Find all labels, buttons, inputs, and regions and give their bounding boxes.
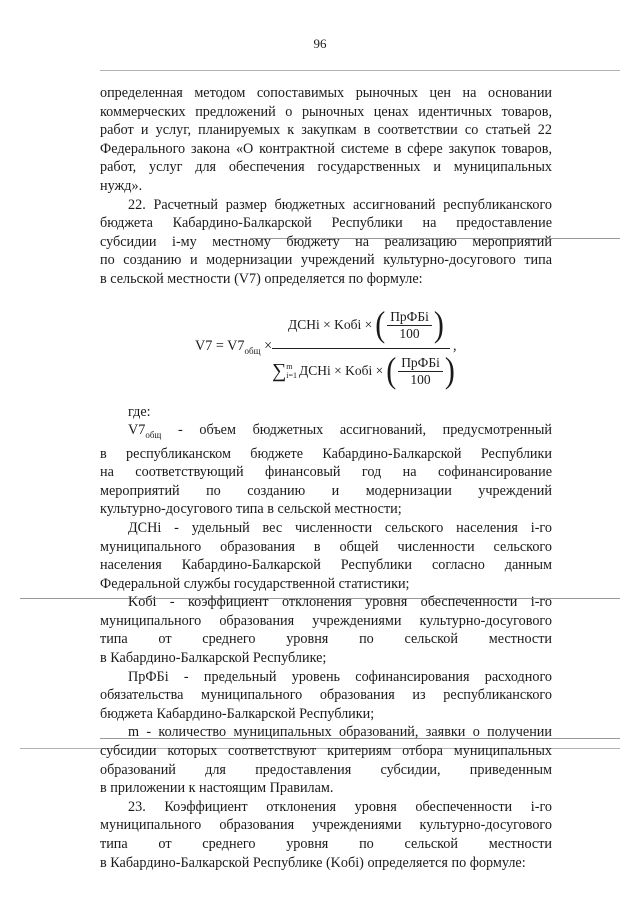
sigma-bottom: i=1 — [286, 371, 297, 381]
where-label: где: — [128, 403, 151, 420]
text-line: работ и услуг, планируемых к закупкам в соответствии со статьей 22 — [100, 122, 552, 139]
text-line: Федерального закона «О контрактной системе в сфере закупок товаров, — [100, 140, 552, 157]
text-line: m - количество муниципальных образований, заявки о получении — [128, 724, 552, 741]
text-line: мероприятий по созданию и модернизации учреждений — [100, 482, 552, 499]
denominator-text: ДСНi × Kобi × — [299, 362, 384, 378]
text-line: ПрФБi - предельный уровень софинансирования расходного — [128, 668, 552, 685]
formula-fraction-bar — [272, 348, 450, 349]
formula-lhs-text: V7 = V7 — [195, 337, 245, 354]
formula-v7 — [100, 299, 552, 395]
text-line: субсидии i-му местному бюджету на реализацию мероприятий — [100, 233, 552, 250]
numerator-fraction — [387, 309, 432, 342]
sigma-symbol: ∑ — [272, 359, 287, 382]
text-line: в Кабардино-Балкарской Республике; — [100, 650, 327, 667]
text-line: образований для предоставления субсидии, приведенным — [100, 761, 552, 778]
formula-times: × — [264, 337, 273, 354]
text-line: типа от среднего уровня по сельской местности — [100, 836, 552, 853]
text-line: в республиканском бюджете Кабардино-Балкарской Республики — [100, 445, 552, 462]
text-line: коммерческих предложений о рыночных ценах идентичных товаров, — [100, 103, 552, 120]
text-line: Федеральной службы государственной статистики; — [100, 575, 410, 592]
text-line: 22. Расчетный размер бюджетных ассигнований республиканского — [128, 196, 552, 213]
text-line: населения Кабардино-Балкарской Республики согласно данным — [100, 557, 552, 574]
paragraph-22 — [100, 196, 552, 289]
text-line: на соответствующий финансовый год на софинансирование — [100, 464, 552, 481]
definition-m — [100, 723, 552, 797]
formula-numerator — [288, 304, 444, 345]
numerator-text: ДСНi × Kобi × — [288, 316, 373, 332]
scan-line-top — [100, 70, 620, 71]
text-line: типа от среднего уровня по сельской местности — [100, 631, 552, 648]
text-line: Kобi - коэффициент отклонения уровня обеспеченности i-го — [128, 594, 552, 611]
numerator-paren: ( $\frac{\text{ПрФБi}}{100}$ ) — [375, 304, 444, 345]
page-number: 96 — [313, 36, 327, 51]
text-line: культурно-досугового типа в сельской местности; — [100, 501, 402, 518]
text-line: муниципального образования учреждениями культурно-досугового — [100, 817, 552, 834]
text-line: определенная методом сопоставимых рыночных цен на основании — [100, 85, 552, 101]
text-line: субсидии которых соответствуют критериям отбора муниципальных — [100, 743, 552, 760]
text-line: ДСНi - удельный вес численности сельского населения i-го — [128, 519, 552, 536]
denominator-fraction — [398, 355, 443, 388]
text-line: в сельской местности (V7) определяется по формуле: — [100, 270, 423, 287]
formula-lhs — [195, 337, 272, 360]
text-line: муниципального образования в общей численности сельского — [100, 538, 552, 555]
definition-prfb — [100, 668, 552, 724]
v7-definition-start: - объем бюджетных ассигнований, предусмотренный — [178, 422, 552, 439]
text-line: муниципального образования учреждениями культурно-досугового — [100, 612, 552, 629]
sigma-top: m — [286, 362, 293, 372]
text-line: 23. Коэффициент отклонения уровня обеспеченности i-го — [128, 798, 552, 815]
text-line: работ, услуг для обеспечения государственных и муниципальных — [100, 159, 552, 176]
text-line — [100, 421, 552, 444]
document-body — [100, 84, 552, 872]
text-line: бюджета Кабардино-Балкарской Республики; — [100, 705, 375, 722]
formula-lhs-sub: общ — [244, 345, 261, 356]
definition-v7 — [100, 421, 552, 519]
text-line: бюджета Кабардино-Балкарской Республики на предоставление — [100, 215, 552, 232]
fraction-top: ПрФБi — [387, 309, 432, 326]
fraction-top: ПрФБi — [398, 355, 443, 372]
v7-sub: общ — [145, 429, 162, 440]
intro-paragraph — [100, 84, 552, 196]
formula-denominator — [272, 350, 455, 391]
formula-comma: , — [453, 337, 457, 354]
fraction-bottom: 100 — [410, 371, 431, 387]
paragraph-23 — [100, 798, 552, 872]
denominator-paren: ( $\frac{\text{ПрФБi}}{100}$ ) — [386, 350, 455, 391]
definition-kob — [100, 593, 552, 667]
text-line: обязательства муниципального образования из республиканского — [100, 687, 552, 704]
fraction-bottom: 100 — [399, 325, 420, 341]
text-line: в Кабардино-Балкарской Республике (Kобi) определяется по формуле: — [100, 854, 526, 871]
text-line: по созданию и модернизации учреждений культурно-досугового типа — [100, 252, 552, 269]
text-line: нужд». — [100, 177, 143, 194]
definition-dsn — [100, 519, 552, 593]
v7-symbol: V7 — [128, 422, 146, 439]
sigma-limits — [286, 362, 297, 380]
text-line: в приложении к настоящим Правилам. — [100, 780, 334, 797]
